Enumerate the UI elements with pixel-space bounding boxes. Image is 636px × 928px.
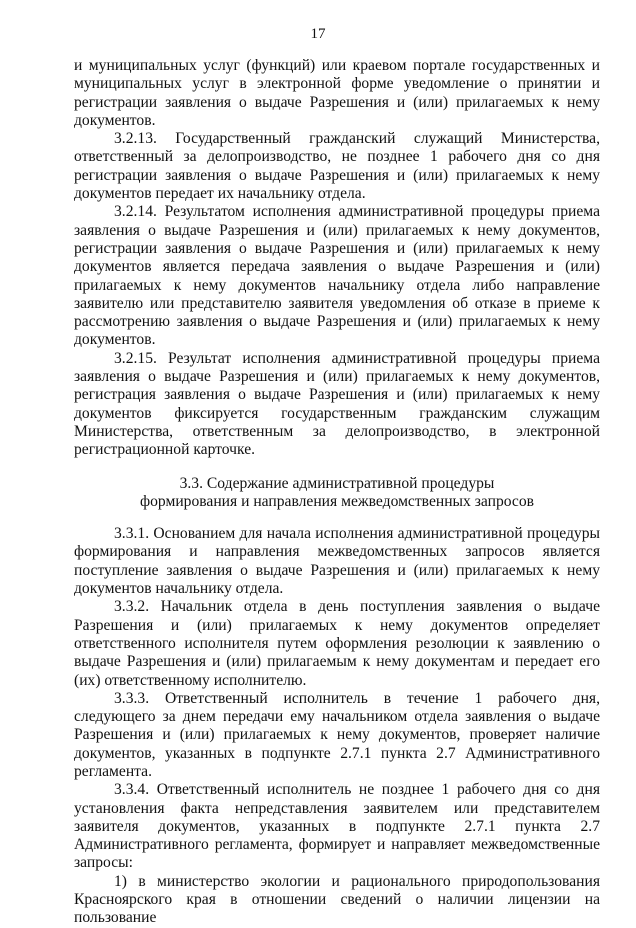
document-body	[74, 57, 600, 928]
section-heading-line-2: формирования и направления межведомственных запросов	[139, 492, 535, 510]
page-number: 17	[310, 26, 326, 42]
section-heading-3-3	[74, 475, 600, 512]
paragraph-3-3-4: 3.3.4. Ответственный исполнитель не позднее 1 рабочего дня со дня установления факта непредставления заявителем или представителем заявителя документов, указанных в подпункте 2.7.1 пункта 2.7 Административного регламента, формирует и направляет межведомственные запросы:	[74, 781, 600, 872]
paragraph-3-3-1: 3.3.1. Основанием для начала исполнения административной процедуры формирования и направления межведомственных запросов является поступление заявления о выдаче Разрешения и (или) прилагаемых к нему документов начальнику отдела.	[74, 525, 600, 598]
paragraph-3-3-2: 3.3.2. Начальник отдела в день поступления заявления о выдаче Разрешения и (или) прилагаемых к нему документов определяет ответственного исполнителя путем оформления резолюции к заявлению о выдаче Разрешения и (или) прилагаемым к нему документам и передает его (их) ответственному исполнителю.	[74, 598, 600, 689]
list-item-1: 1) в министерство экологии и рационального природопользования Красноярского края в отношении сведений о наличии лицензии на пользование	[74, 872, 600, 927]
paragraph-continuation: и муниципальных услуг (функций) или краевом портале государственных и муниципальных услуг в электронной форме уведомление о принятии и регистрации заявления о выдаче Разрешения и (или) прилагаемых к нему документов.	[74, 57, 600, 129]
paragraph-3-2-15: 3.2.15. Результат исполнения административной процедуры приема заявления о выдаче Разрешения и (или) прилагаемых к нему документов, регистрация заявления о выдаче Разрешения и (или) прилагаемых к нему документов фиксируется государственным гражданским служащим Министерства, ответственным за делопроизводство, в электронной регистрационной карточке.	[74, 349, 600, 459]
section-heading-line-1: 3.3. Содержание административной процедуры	[179, 474, 495, 492]
paragraph-3-2-14: 3.2.14. Результатом исполнения административной процедуры приема заявления о выдаче Разрешения и (или) прилагаемых к нему документов, регистрации заявления о выдаче Разрешения и (или) прилагаемых к нему документов является передача заявления о выдаче Разрешения и (или) прилагаемых к нему документов начальнику отдела либо направление заявителю или представителю заявителя уведомления об отказе в приеме к рассмотрению заявления о выдаче Разрешения и (или) прилагаемых к нему документов.	[74, 203, 600, 349]
paragraph-3-2-13: 3.2.13. Государственный гражданский служащий Министерства, ответственный за делопроизводство, не позднее 1 рабочего дня со дня регистрации заявления о выдаче Разрешения и (или) прилагаемых к нему документов передает их начальнику отдела.	[74, 130, 600, 203]
paragraph-3-3-3: 3.3.3. Ответственный исполнитель в течение 1 рабочего дня, следующего за днем передачи ему начальником отдела заявления о выдаче Разрешения и (или) прилагаемых к нему документов, проверяет наличие документов, указанных в подпункте 2.7.1 пункта 2.7 Административного регламента.	[74, 689, 600, 780]
